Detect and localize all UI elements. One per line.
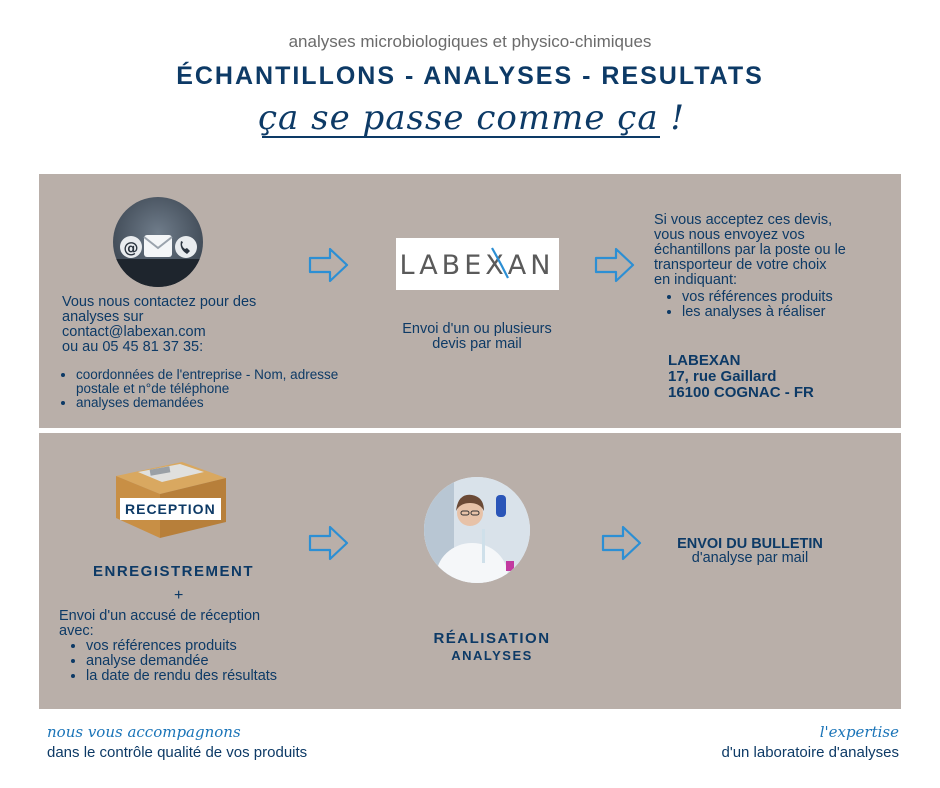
step4-plus: + bbox=[174, 587, 184, 604]
step4-bullets bbox=[68, 639, 358, 684]
address-line: LABEXAN bbox=[668, 352, 741, 369]
reception-label: RECEPTION bbox=[120, 498, 221, 520]
tagline-underline bbox=[262, 136, 660, 138]
step4-line: avec: bbox=[59, 623, 94, 639]
footer-left-text: dans le contrôle qualité de vos produits bbox=[47, 744, 308, 761]
step1-line: analyses sur bbox=[62, 309, 144, 325]
step3-bullets bbox=[664, 290, 894, 320]
address-line: 16100 COGNAC - FR bbox=[668, 384, 814, 401]
step3-line: transporteur de votre choix bbox=[654, 257, 827, 273]
step3-bullet: • les analyses à réaliser bbox=[682, 305, 894, 320]
step4-heading: ENREGISTREMENT bbox=[93, 563, 255, 580]
step5-heading: RÉALISATION bbox=[433, 630, 551, 647]
step1-bullets bbox=[58, 368, 348, 410]
arrow-right-icon bbox=[308, 246, 350, 284]
step3-line: Si vous acceptez ces devis, bbox=[654, 212, 833, 228]
footer-right-script: l'expertise bbox=[819, 723, 899, 741]
step1-intro bbox=[62, 295, 256, 355]
step1-line: Vous nous contactez pour des bbox=[62, 294, 257, 310]
step3-line: échantillons par la poste ou le bbox=[654, 242, 846, 258]
step4-line: Envoi d'un accusé de réception bbox=[59, 608, 261, 624]
step3-bullet: • vos références produits bbox=[682, 290, 894, 305]
contact-phone: ou au 05 45 81 37 35: bbox=[62, 339, 204, 355]
step2-line: Envoi d'un ou plusieurs bbox=[402, 321, 552, 337]
step6-line: d'analyse par mail bbox=[691, 550, 809, 566]
arrow-right-icon bbox=[601, 524, 643, 562]
step4-bullet: • la date de rendu des résultats bbox=[86, 669, 358, 684]
address-line: 17, rue Gaillard bbox=[668, 368, 777, 385]
contact-icons-svg bbox=[113, 197, 203, 287]
step2-line: devis par mail bbox=[432, 336, 522, 352]
footer-left-script: nous vous accompagnons bbox=[47, 723, 241, 741]
step1-bullet: • coordonnées de l'entreprise - Nom, adresse postale et n°de téléphone bbox=[76, 368, 348, 396]
labexan-logo-svg bbox=[396, 238, 559, 290]
contact-icons bbox=[113, 197, 203, 287]
header-script-tagline: ça se passe comme ça ! bbox=[258, 98, 686, 138]
lab-address bbox=[668, 353, 814, 401]
header-subtitle: analyses microbiologiques et physico-chimiques bbox=[288, 32, 652, 51]
step1-bullet: • analyses demandées bbox=[76, 396, 348, 410]
step3-text bbox=[654, 213, 894, 288]
step2-text bbox=[377, 322, 577, 352]
contact-email: contact@labexan.com bbox=[62, 324, 206, 340]
lab-scientist-photo bbox=[424, 477, 530, 583]
step6-heading: ENVOI DU BULLETIN bbox=[677, 536, 823, 552]
logo-text: LABEXAN bbox=[399, 250, 555, 281]
step5-subheading: ANALYSES bbox=[451, 648, 533, 663]
step3-line: en indiquant: bbox=[654, 272, 738, 288]
parcel-box-icon bbox=[110, 452, 230, 542]
footer-right-text: d'un laboratoire d'analyses bbox=[721, 744, 899, 761]
svg-text:@: @ bbox=[123, 239, 139, 257]
arrow-right-icon bbox=[308, 524, 350, 562]
step4-bullet: • analyse demandée bbox=[86, 654, 358, 669]
labexan-logo bbox=[396, 238, 559, 290]
step4-bullet: • vos références produits bbox=[86, 639, 358, 654]
step3-line: vous nous envoyez vos bbox=[654, 227, 805, 243]
page-title: ÉCHANTILLONS - ANALYSES - RESULTATS bbox=[176, 62, 764, 90]
lab-scientist-svg bbox=[424, 477, 530, 583]
step4-text bbox=[59, 609, 349, 639]
arrow-right-icon bbox=[594, 246, 636, 284]
